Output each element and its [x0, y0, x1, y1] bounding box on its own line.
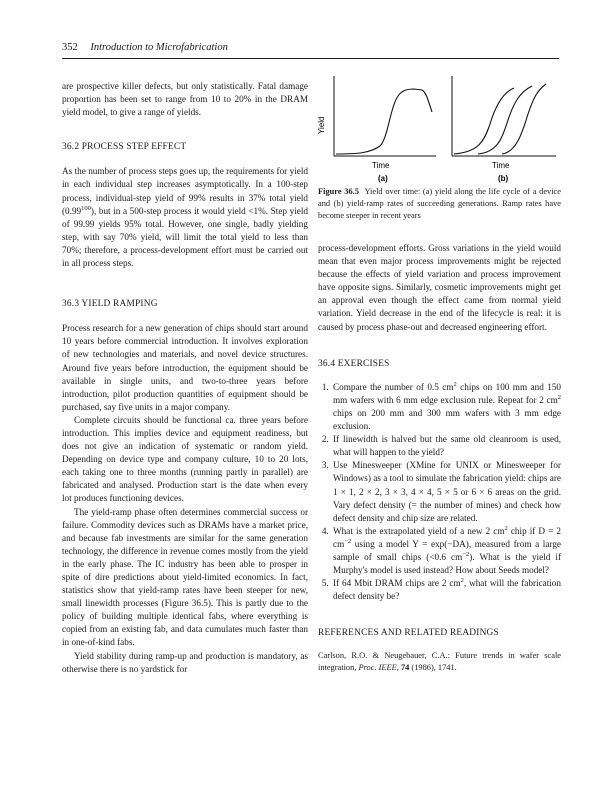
figure-caption-label: Figure 36.5: [318, 187, 359, 196]
panel-b-ramp-curve-2: [478, 86, 532, 154]
panel-a-label: (a): [378, 174, 388, 183]
x-axis-label-b: Time: [492, 161, 510, 170]
exercise-list: [318, 381, 561, 604]
figure-36-5: [318, 68, 561, 188]
right-column: [318, 242, 561, 674]
figure-caption-text: Yield over time: (a) yield along the life cycle of a device and (b) yield-ramp rates of succeeding generations. Ramp rates have become steeper in recent years: [318, 187, 561, 220]
header-rule: [62, 58, 559, 59]
x-axis-label-a: Time: [372, 161, 390, 170]
left-column: [62, 80, 308, 676]
figure-caption: [318, 186, 561, 222]
exercise-5: 5. If 64 Mbit DRAM chips are 2 $cm^2$, what will the fabrication defect density be?: [331, 577, 561, 603]
exercise-1: 1. Compare the number of 0.5 $cm^2$ chips on 100 mm and 150 mm wafers with 6 mm edge exclusion rule. Repeat for 2 $cm^2$ chips on 200 mm and 300 mm wafers with 3 mm edge exclusion.: [331, 381, 561, 433]
exercise-3: 3. Use Minesweeper (XMine for UNIX or Minesweeper for Windows) as a tool to simulate the fabrication yield: chips are 1 × 1, 2 × 2, 3 × 3, 4 × 4, 5 × 5 or 6 × 6 areas on the grid. Vary defect density (= the number of mines) and check how defect density and chip size are related.: [331, 459, 561, 524]
continuation-paragraph: process-development efforts. Gross variations in the yield would mean that even major process improvements might be rejected because the effects of yield variation and process improvement have opposite signs. Similarly, cosmetic improvements might get an approval even though the effect came from normal yield variation. Yield decrease in the end of the lifecycle is real: it is caused by process phase-out and decreased engineering effort.: [318, 243, 561, 332]
intro-paragraph: are prospective killer defects, but only statistically. Fatal damage proportion has been set to range from 10 to 20% in the DRAM yield model, to give a range of yields.: [62, 81, 308, 118]
section-36-3-paragraph-1: Process research for a new generation of chips should start around 10 years before commercial introduction. It involves exploration of new technologies and materials, and novel device structures. Around five years before introduction, the equipment should be available in single units, and two-to-three years before introduction, pilot production quantities of equipment should be purchased, say five units in a major company.: [62, 323, 308, 412]
reference-entry: Carlson, R.O. & Neugebauer, C.A.: Future trends in wafer scale integration, Proc. IEEE, 74 (1986), 1741.: [318, 651, 561, 673]
section-36-3-paragraph-3: The yield-ramp phase often determines commercial success or failure. Commodity devices such as DRAMs have a market price, and because fab investments are similar for the same generation technology, the difference in revenue comes mostly from the yield in the early phase. The IC industry has been able to prosper in spite of dire predictions about yield-limited economics. In fact, statistics show that yield-ramp rates have been steeper for new, small linewidth processes (Figure 36.5). This is partly due to the policy of building multiple identical fabs, where everything is copied from an existing fab, and data cumulates much faster than in one-of-kind fabs.: [62, 506, 308, 648]
y-axis-label: Yield: [317, 116, 326, 134]
panel-b-ramp-curve-1: [454, 88, 514, 154]
page-number: 352: [62, 42, 78, 53]
section-36-4-heading: 36.4 EXERCISES: [318, 358, 390, 369]
section-36-3-heading: 36.3 YIELD RAMPING: [62, 299, 158, 310]
section-36-3-paragraph-4: Yield stability during ramp-up and production is mandatory, as otherwise there is no yardstick for: [62, 650, 308, 674]
panel-b-label: (b): [498, 174, 509, 183]
section-36-2-heading: 36.2 PROCESS STEP EFFECT: [62, 142, 187, 153]
exercise-4: 4. What is the extrapolated yield of a new 2 $cm^2$ chip if D = 2 $cm^{-2}$ using a model Y = exp(−DA), measured from a large sample of small chips (<0.6 $cm^{-2}$). What is the yield if Murphy's model is used instead? How about Seeds model?: [331, 525, 561, 577]
section-36-3-paragraph-2: Complete circuits should be functional ca. three years before introduction. This implies device and equipment readiness, but does not give an indication of systematic or random yield. Depending on device type and company culture, 10 to 20 lots, each taking one to three months (running partly in parallel) are fabricated and analysed. Production start is the date when every lot produces functioning devices.: [62, 414, 308, 504]
panel-a-yield-curve: [336, 89, 432, 154]
exercise-2: 2. If linewidth is halved but the same old cleanroom is used, what will happen to the yield?: [331, 433, 561, 459]
figure-36-5-graphic: [318, 68, 561, 186]
section-36-2-paragraph: As the number of process steps goes up, the requirements for yield in each individual step increases asymptotically. In a 100-step process, individual-step yield of 99% results in 37% total yield (0.99$^{100}$), but in a 500-step process it would yield <1%. Step yield of 99.99 yields 95% total. However, one single, badly yielding step, with say 70% yield, will limit the total yield to less than 70%; therefore, a process-development effort must be carried out in all process steps.: [62, 166, 308, 269]
references-heading: REFERENCES AND RELATED READINGS: [318, 628, 499, 639]
running-header: [62, 42, 562, 53]
running-title: Introduction to Microfabrication: [90, 42, 228, 53]
